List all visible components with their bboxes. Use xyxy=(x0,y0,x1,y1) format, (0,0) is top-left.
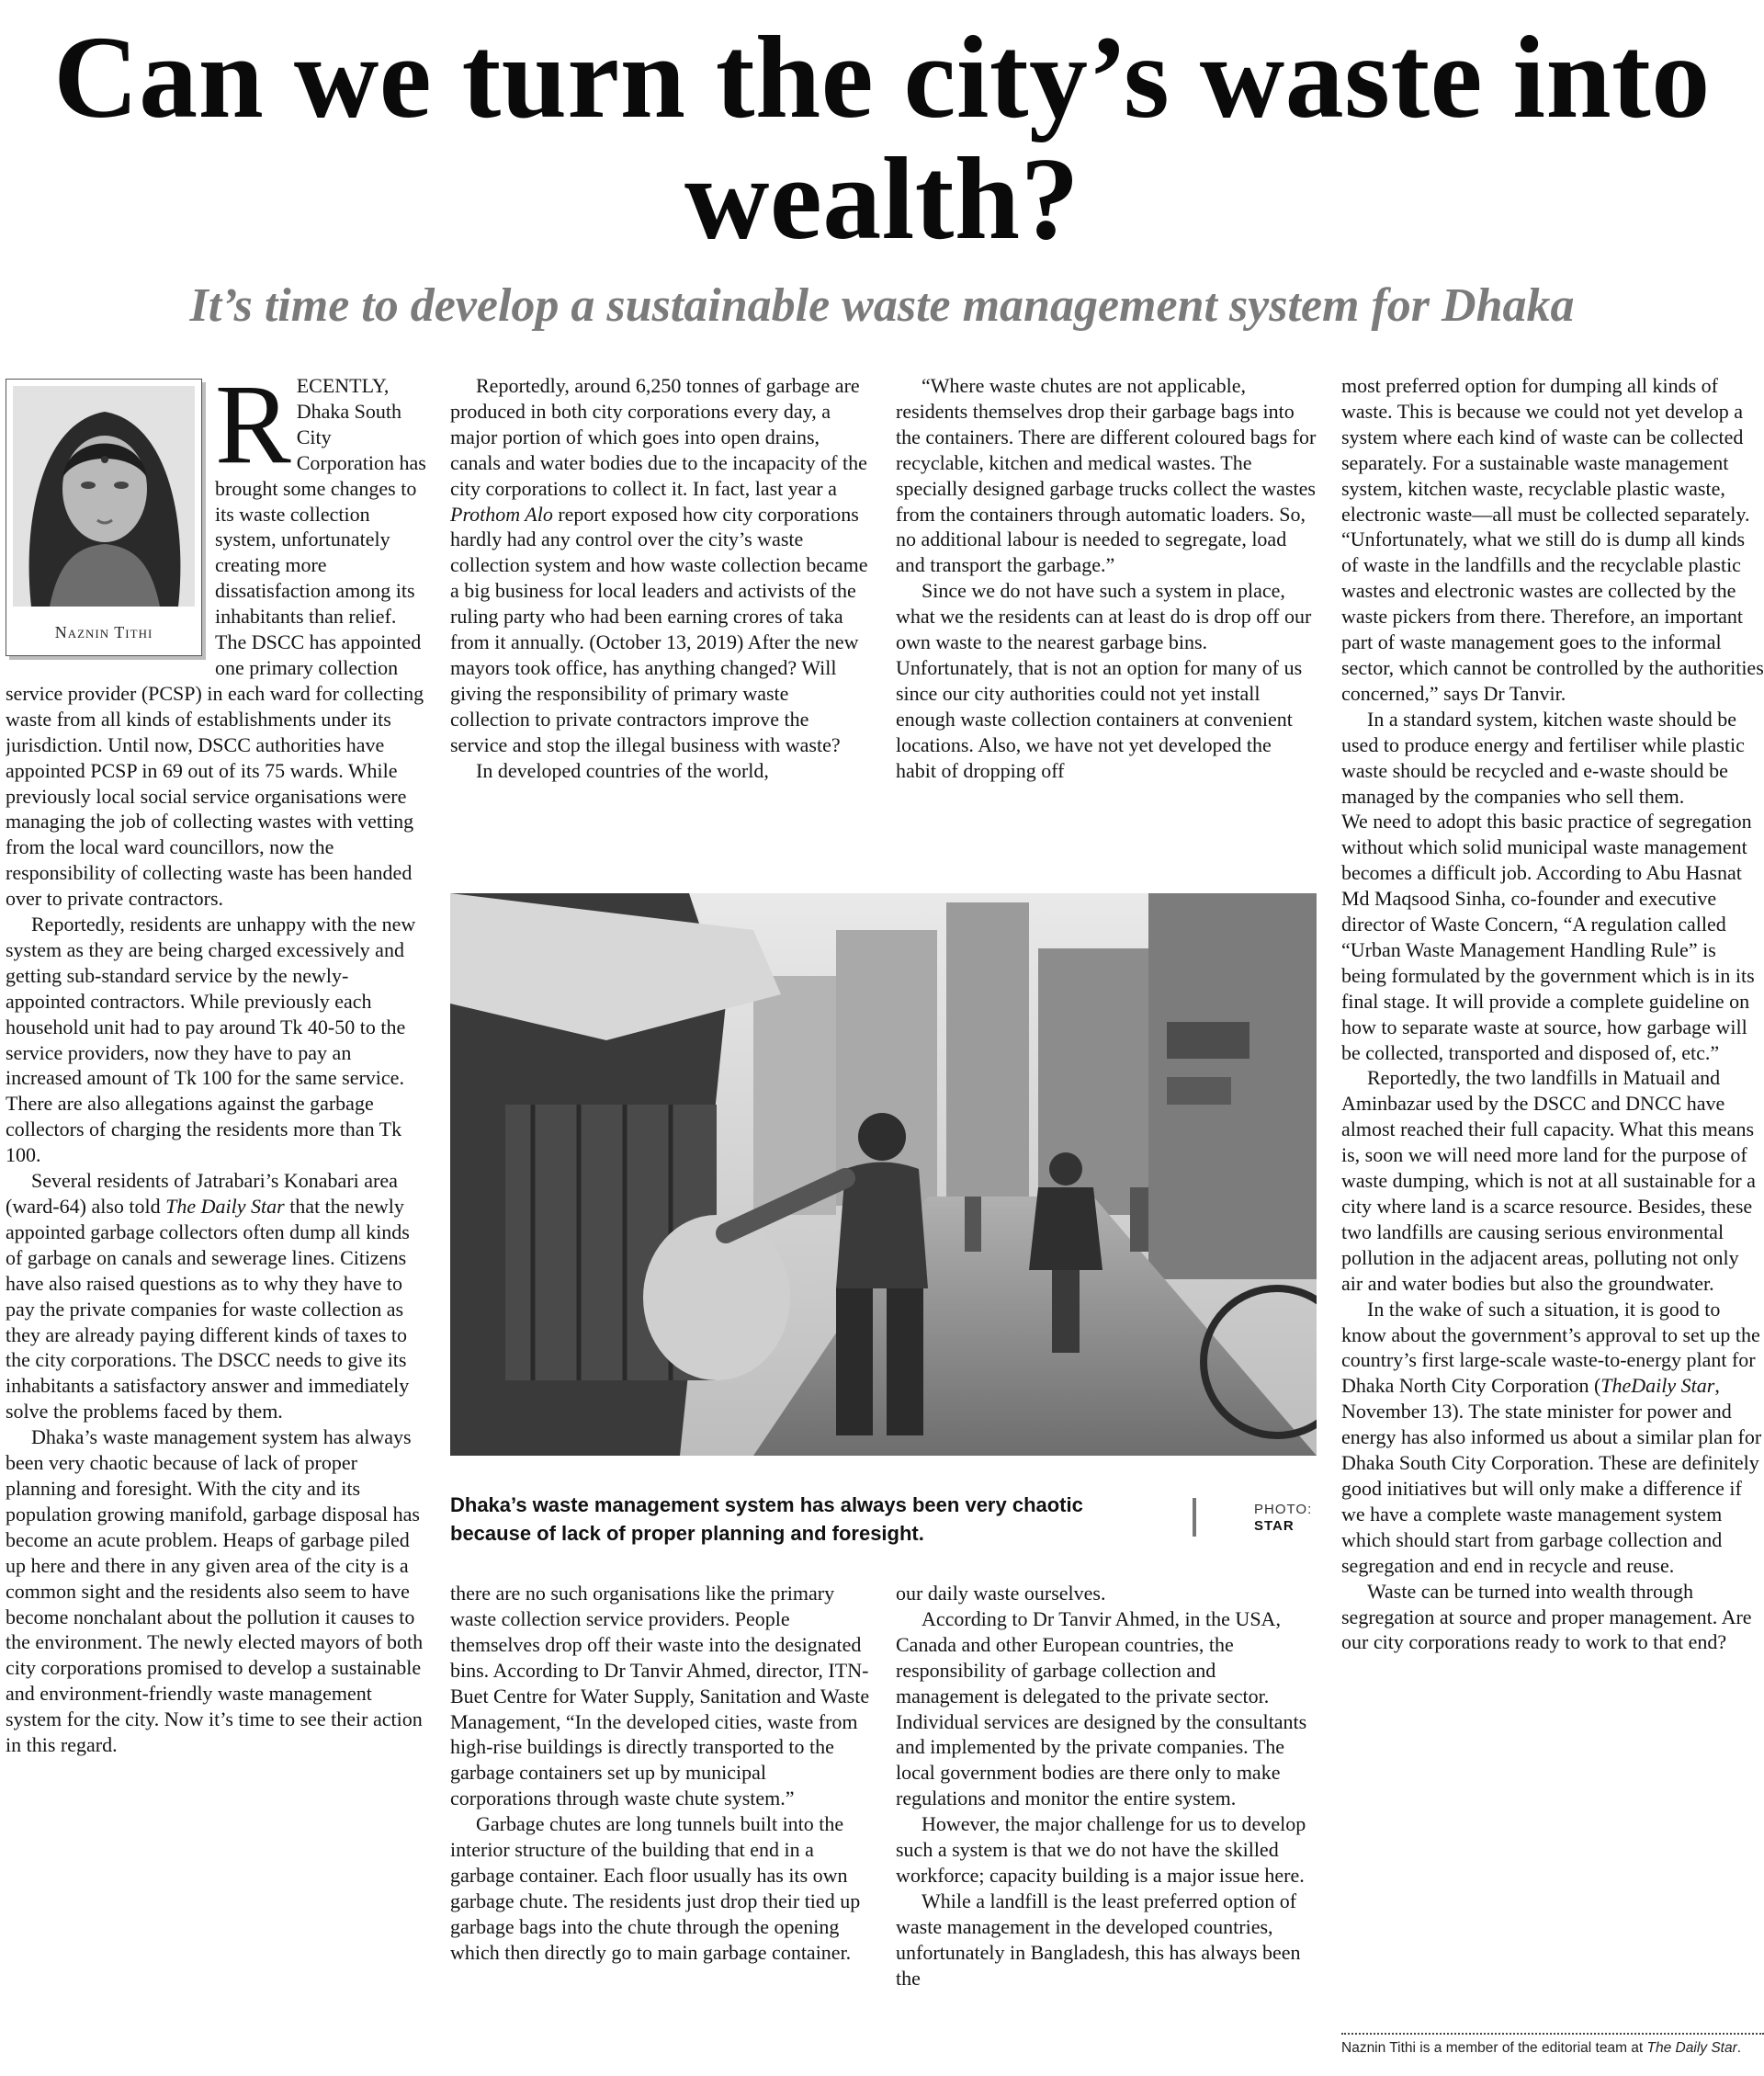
footnote-end: . xyxy=(1736,2040,1742,2056)
paragraph: We need to adopt this basic practice of segregation without which solid municipal waste management becomes a difficult job. According to Abu Hasnat Md Maqsood Sinha, co-founder and executive director of Waste Concern, “A regulation called “Urban Waste Management Handling Rule” is being formulated by the government which is in its final stage. It will provide a complete guideline on how to separate waste at source, how garbage will be collected, transported and disposed of, etc.” xyxy=(1341,810,1755,1064)
paragraph: Garbage chutes are long tunnels built into the interior structure of the building that end in a garbage container. Each floor usually has its own garbage chute. The residents just drop their tied up garbage bags into the chute through the opening which then directly go to main garbage container. xyxy=(450,1812,861,1964)
publication-name: Prothom Alo xyxy=(450,502,553,526)
paragraph xyxy=(1341,1297,1764,1579)
paragraph: Reportedly, the two landfills in Matuail and Aminbazar used by the DSCC and DNCC have almost reached their full capacity. What this means is, soon we will need more land for the purpose of waste dumping, which is not at all sustainable for a city where land is a scarce resource. Besides, these two landfills are causing serious environmental pollution in the adjacent areas, polluting not only air and water bodies but also the groundwater. xyxy=(1341,1066,1756,1295)
author-photo xyxy=(13,386,195,607)
article-column-3-top xyxy=(896,373,1317,869)
paragraph: In a standard system, kitchen waste should be used to produce energy and fertiliser while plastic waste should be recycled and e-waste should be managed by the companies who sell them. xyxy=(1341,707,1745,808)
article-column-3-bottom xyxy=(896,1581,1317,2073)
paragraph-text: , November 13). The state minister for power and energy has also informed us about a similar plan for Dhaka South City Corporation. These are definitely good initiatives but will only make a difference if we have a complete waste management system which should start from garbage collection and segregation and end in recycle and reuse. xyxy=(1341,1374,1762,1577)
paragraph-text: Dhaka South City Corporation has brought some changes to its waste collection system, unfortunately creating more dissatisfaction among its inhabitants than relief. The DSCC has appointed one primary collection service provider (PCSP) in each ward for collecting waste from all kinds of establishments under its jurisdiction. Until now, DSCC authorities have appointed PCSP in 69 out of its 75 wards. While previously local social service organisations were managing the job of collecting wastes with vetting from the local ward councillors, now the responsibility of collecting waste has been handed over to private contractors. xyxy=(6,399,426,911)
paragraph: In developed countries of the world, xyxy=(476,758,769,782)
publication-name: The Daily Star xyxy=(165,1195,285,1218)
paragraph: Reportedly, residents are unhappy with the new system as they are being charged excessively and getting sub-standard service by the newly-appointed contractors. While previously each household unit had to pay around Tk 40-50 to the service providers, now they have to pay an increased amount of Tk 100 for the same service. There are also allegations against the garbage collectors of charging the residents more than Tk 100. xyxy=(6,913,416,1167)
article-column-2-bottom xyxy=(450,1581,871,2073)
caption-divider xyxy=(1193,1498,1196,1537)
article-column-4 xyxy=(1341,373,1764,2027)
photo-credit xyxy=(1254,1502,1328,1535)
paragraph: Since we do not have such a system in place, what we the residents can at least do is drop off our own waste to the nearest garbage bins. Unfortunately, that is not an option for many of us since our city authorities could not yet install enough waste collection containers at convenient locations. Also, we have not yet developed the habit of dropping off xyxy=(896,579,1312,782)
street-photo xyxy=(450,893,1317,1456)
subheadline: It’s time to develop a sustainable waste management system for Dhaka xyxy=(189,279,1575,332)
paragraph-text: that the newly appointed garbage collectors often dump all kinds of garbage on canals and sewerage lines. Citizens have also raised questions as to why they have to pay the private companies for waste collection as they are already paying different kinds of taxes to the city corporations. The DSCC needs to give its inhabitants a satisfactory answer and immediately solve the problems faced by them. xyxy=(6,1195,410,1424)
publication-name: The Daily Star xyxy=(1646,2040,1737,2056)
paragraph: “Where waste chutes are not applicable, residents themselves drop their garbage bags into the containers. There are different coloured bags for recyclable, kitchen and medical wastes. The specially designed garbage trucks collect the wastes from the containers through automatic loaders. So, no additional labour is needed to segregate, load and transport the garbage.” xyxy=(896,374,1317,577)
author-name: Naznin Tithi xyxy=(54,623,153,641)
author-portrait-image xyxy=(13,386,195,607)
paragraph xyxy=(6,1168,426,1424)
paragraph-text: In the wake of such a situation, it is good to know about the government’s approval to set up the country’s first large-scale waste-to-energy plant for Dhaka North City Corporation ( xyxy=(1341,1297,1760,1398)
paragraph xyxy=(450,373,871,758)
paragraph: While a landfill is the least preferred option of waste management in the developed countries, unfortunately in Bangladesh, this has always been the xyxy=(896,1889,1301,1990)
paragraph-text: Several residents of Jatrabari’s Konabari area (ward-64) also told xyxy=(6,1169,398,1218)
photo-credit-source: STAR xyxy=(1254,1518,1295,1534)
article-column-2-top xyxy=(450,373,871,869)
street-scene-image xyxy=(450,893,1317,1456)
footnote-divider xyxy=(1341,2033,1764,2035)
paragraph: According to Dr Tanvir Ahmed, in the USA, Canada and other European countries, the responsibility of garbage collection and management is delegated to the private sector. Individual services are designed by the consultants and implemented by the private companies. The local government bodies are there only to make regulations and monitor the entire system. xyxy=(896,1606,1307,1810)
paragraph: our daily waste ourselves. xyxy=(896,1582,1106,1605)
footnote-text: Naznin Tithi is a member of the editorial team at xyxy=(1341,2040,1647,2056)
headline: Can we turn the city’s waste into wealth? xyxy=(53,12,1711,264)
lead-in: ECENTLY, xyxy=(296,374,390,397)
author-footnote xyxy=(1341,2039,1764,2057)
paragraph: Dhaka’s waste management system has always been very chaotic because of lack of proper planning and foresight. With the city and its population growing manifold, garbage disposal has become an acute problem. Heaps of garbage piled up here and there in any given area of the city is a common sight and the residents also seem to have become nonchalant about the pollution it causes to the environment. The newly elected mayors of both city corporations promised to develop a sustainable and environment-friendly waste management system for the city. Now it’s time to see their action in this regard. xyxy=(6,1425,424,1757)
paragraph-text: Reportedly, around 6,250 tonnes of garbage are produced in both city corporations every day, a major portion of which goes into open drains, canals and water bodies due to the incapacity of the city corporations to collect it. In fact, last year a xyxy=(450,374,867,500)
paragraph: However, the major challenge for us to develop such a system is that we do not have the skilled workforce; capacity building is a major issue here. xyxy=(896,1812,1306,1887)
paragraph: Waste can be turned into wealth through segregation at source and proper management. Are our city corporations ready to work to that end? xyxy=(1341,1579,1752,1654)
drop-cap: R xyxy=(215,373,291,487)
paragraph: there are no such organisations like the primary waste collection service providers. People themselves drop off their waste into the designated bins. According to Dr Tanvir Ahmed, director, ITN-Buet Centre for Water Supply, Sanitation and Waste Management, “In the developed cities, waste from high-rise buildings is directly transported to the garbage containers set up by municipal corporations through waste chute system.” xyxy=(450,1582,870,1810)
author-box xyxy=(6,379,202,656)
paragraph-text: report exposed how city corporations hardly had any control over the city’s waste collection system and how waste collection became a big business for local leaders and activists of the ruling party who had been earning crores of taka from it annually. (October 13, 2019) After the new mayors took office, has anything changed? Will giving the responsibility of primary waste collection to private contractors improve the service and stop the illegal business with waste? xyxy=(450,502,868,756)
photo-caption: Dhaka’s waste management system has always been very chaotic because of lack of proper planning and foresight. xyxy=(450,1493,1083,1545)
publication-name: TheDaily Star xyxy=(1600,1374,1715,1398)
photo-credit-label: PHOTO: xyxy=(1254,1502,1313,1517)
paragraph: most preferred option for dumping all kinds of waste. This is because we could not yet develop a system where each kind of waste can be collected separately. For a sustainable waste management system, kitchen waste, recyclable plastic waste, electronic waste—all must be collected separately. “Unfortunately, what we still do is dump all kinds of waste in the landfills and the recyclable plastic wastes and electronic wastes are collected by the waste pickers from there. Therefore, an important part of waste management goes to the informal sector, which cannot be controlled by the authorities concerned,” says Dr Tanvir. xyxy=(1341,374,1764,705)
article-column-1 xyxy=(6,373,426,2073)
